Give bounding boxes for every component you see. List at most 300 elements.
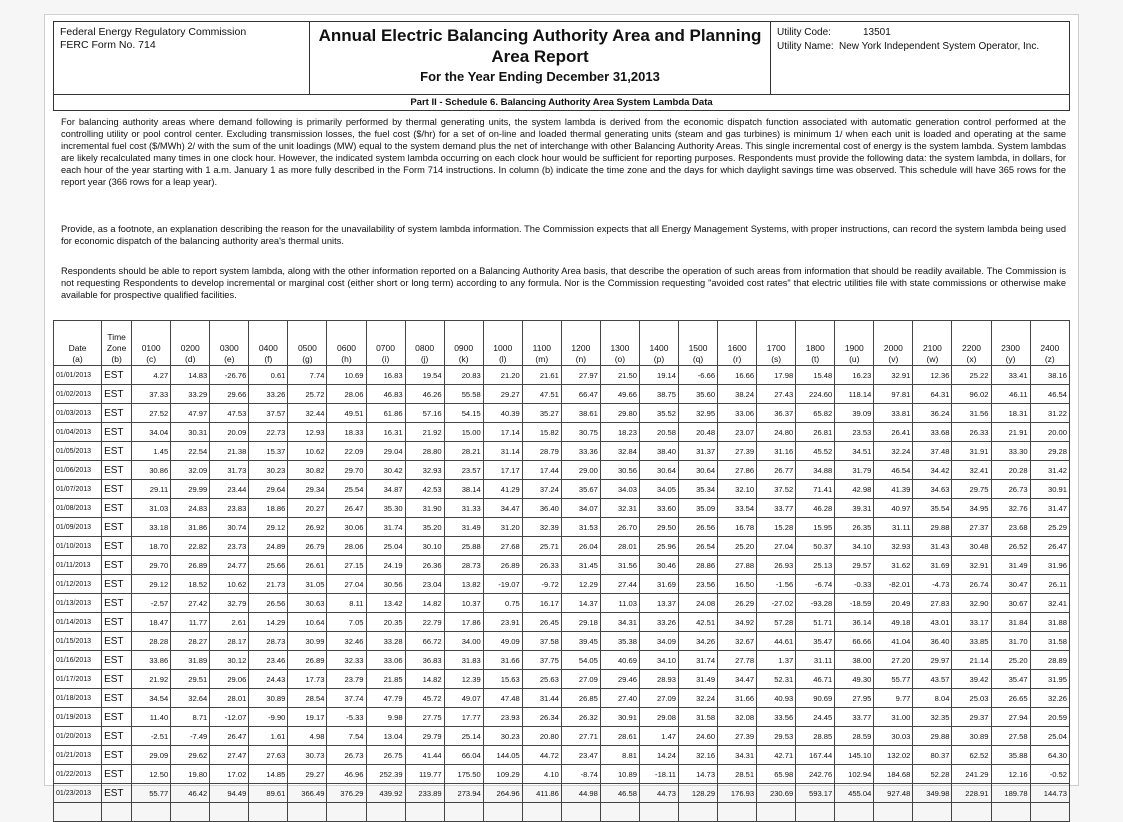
lambda-cell: 27.39 <box>718 442 757 461</box>
lambda-cell: 2.61 <box>210 613 249 632</box>
lambda-cell: 49.07 <box>444 689 483 708</box>
lambda-cell: 46.96 <box>327 765 366 784</box>
lambda-cell: -26.76 <box>210 366 249 385</box>
lambda-cell: 34.05 <box>639 480 678 499</box>
lambda-cell: 31.73 <box>210 461 249 480</box>
time-zone-cell: EST <box>102 613 132 632</box>
lambda-cell: 252.39 <box>366 765 405 784</box>
column-header <box>913 321 952 366</box>
column-header-name: Time Zone <box>106 332 127 353</box>
lambda-cell: 31.89 <box>171 651 210 670</box>
lambda-cell: 29.70 <box>132 556 171 575</box>
lambda-cell: 29.53 <box>757 727 796 746</box>
lambda-cell: 32.31 <box>600 499 639 518</box>
lambda-cell: 118.14 <box>835 385 874 404</box>
lambda-cell: 47.53 <box>210 404 249 423</box>
lambda-cell: 230.69 <box>757 784 796 803</box>
lambda-cell: 64.31 <box>913 385 952 404</box>
lambda-cell: 16.66 <box>718 366 757 385</box>
lambda-cell: 32.08 <box>718 708 757 727</box>
lambda-cell: 38.24 <box>718 385 757 404</box>
lambda-cell: 21.85 <box>366 670 405 689</box>
lambda-cell: 24.60 <box>679 727 718 746</box>
lambda-cell: 66.04 <box>444 746 483 765</box>
column-header-name: 0100 <box>141 343 161 353</box>
lambda-cell: 8.11 <box>327 594 366 613</box>
column-header-name: 0500 <box>297 343 317 353</box>
lambda-cell: 109.29 <box>483 765 522 784</box>
lambda-cell: 42.53 <box>405 480 444 499</box>
lambda-cell: 30.42 <box>366 461 405 480</box>
lambda-cell: 175.50 <box>444 765 483 784</box>
lambda-cell: 31.37 <box>679 442 718 461</box>
lambda-cell: 30.91 <box>1030 480 1069 499</box>
lambda-cell: 30.46 <box>639 556 678 575</box>
lambda-cell <box>132 803 171 822</box>
lambda-cell: 46.42 <box>171 784 210 803</box>
date-cell: 01/20/2013 <box>54 727 102 746</box>
lambda-cell: 20.28 <box>991 461 1030 480</box>
title-block <box>310 22 770 94</box>
time-zone-cell: EST <box>102 556 132 575</box>
lambda-cell: 29.62 <box>171 746 210 765</box>
lambda-cell: 31.42 <box>1030 461 1069 480</box>
time-zone-cell: EST <box>102 594 132 613</box>
report-year: For the Year Ending December 31,2013 <box>420 69 660 84</box>
lambda-cell: 49.30 <box>835 670 874 689</box>
lambda-cell: 228.91 <box>952 784 991 803</box>
lambda-cell <box>600 803 639 822</box>
column-header <box>600 321 639 366</box>
lambda-cell: 26.47 <box>1030 537 1069 556</box>
lambda-cell: 16.78 <box>718 518 757 537</box>
lambda-cell: 24.43 <box>249 670 288 689</box>
lambda-cell: 45.52 <box>796 442 835 461</box>
lambda-cell: 97.81 <box>874 385 913 404</box>
lambda-cell <box>1030 803 1069 822</box>
lambda-cell: 29.28 <box>1030 442 1069 461</box>
lambda-cell: 89.61 <box>249 784 288 803</box>
lambda-cell: 30.12 <box>210 651 249 670</box>
column-header <box>405 321 444 366</box>
lambda-cell: 26.29 <box>718 594 757 613</box>
lambda-cell: 144.05 <box>483 746 522 765</box>
lambda-cell: 31.88 <box>1030 613 1069 632</box>
time-zone-cell: EST <box>102 727 132 746</box>
column-header <box>288 321 327 366</box>
lambda-cell: 39.09 <box>835 404 874 423</box>
lambda-cell: 1.61 <box>249 727 288 746</box>
lambda-cell: 36.40 <box>522 499 561 518</box>
column-header-name: 0200 <box>180 343 200 353</box>
lambda-cell: 80.37 <box>913 746 952 765</box>
lambda-cell: 46.26 <box>405 385 444 404</box>
lambda-cell: 55.77 <box>874 670 913 689</box>
lambda-cell: 18.52 <box>171 575 210 594</box>
lambda-cell <box>444 803 483 822</box>
column-header-code: (a) <box>72 354 83 364</box>
lambda-cell: 31.91 <box>952 442 991 461</box>
column-header <box>444 321 483 366</box>
lambda-cell: 20.49 <box>874 594 913 613</box>
lambda-cell: 33.81 <box>874 404 913 423</box>
column-header <box>679 321 718 366</box>
lambda-cell: 8.81 <box>600 746 639 765</box>
date-cell: 01/23/2013 <box>54 784 102 803</box>
lambda-cell: 30.99 <box>288 632 327 651</box>
lambda-cell: 32.93 <box>874 537 913 556</box>
lambda-cell: 37.74 <box>327 689 366 708</box>
lambda-cell: 31.53 <box>561 518 600 537</box>
lambda-cell: 22.82 <box>171 537 210 556</box>
lambda-cell: 31.05 <box>288 575 327 594</box>
lambda-cell: 23.47 <box>561 746 600 765</box>
time-zone-cell: EST <box>102 404 132 423</box>
lambda-cell: 26.33 <box>522 556 561 575</box>
lambda-cell: 23.04 <box>405 575 444 594</box>
lambda-cell: 21.38 <box>210 442 249 461</box>
lambda-cell: 30.31 <box>171 423 210 442</box>
lambda-cell: 71.41 <box>796 480 835 499</box>
lambda-cell: 23.57 <box>444 461 483 480</box>
date-cell: 01/09/2013 <box>54 518 102 537</box>
lambda-cell: 17.73 <box>288 670 327 689</box>
lambda-cell: 34.47 <box>483 499 522 518</box>
lambda-cell <box>561 803 600 822</box>
lambda-cell: 28.28 <box>132 632 171 651</box>
lambda-cell: -9.72 <box>522 575 561 594</box>
lambda-cell: 29.12 <box>132 575 171 594</box>
lambda-cell: 28.73 <box>249 632 288 651</box>
lambda-cell: 19.14 <box>639 366 678 385</box>
lambda-cell: 27.40 <box>600 689 639 708</box>
lambda-cell: -27.02 <box>757 594 796 613</box>
lambda-cell: 0.61 <box>249 366 288 385</box>
lambda-cell: 33.28 <box>366 632 405 651</box>
column-header-name: 1600 <box>727 343 747 353</box>
lambda-cell: 31.14 <box>483 442 522 461</box>
lambda-cell: 102.94 <box>835 765 874 784</box>
report-title: Annual Electric Balancing Authority Area and Planning Area Report <box>318 26 762 66</box>
lambda-cell: 26.54 <box>679 537 718 556</box>
lambda-cell: 44.61 <box>757 632 796 651</box>
lambda-cell: 21.61 <box>522 366 561 385</box>
lambda-cell: 26.47 <box>327 499 366 518</box>
lambda-cell: 32.44 <box>288 404 327 423</box>
column-header-name: 2400 <box>1040 343 1060 353</box>
lambda-cell: 29.08 <box>639 708 678 727</box>
lambda-cell: 31.74 <box>679 651 718 670</box>
lambda-cell: 1.37 <box>757 651 796 670</box>
lambda-cell: 27.58 <box>991 727 1030 746</box>
table-row <box>54 708 1070 727</box>
lambda-cell: 26.85 <box>561 689 600 708</box>
lambda-cell: 20.59 <box>1030 708 1069 727</box>
time-zone-cell: EST <box>102 442 132 461</box>
lambda-cell: 46.54 <box>874 461 913 480</box>
date-cell: 01/07/2013 <box>54 480 102 499</box>
lambda-cell: 17.17 <box>483 461 522 480</box>
lambda-cell: 13.37 <box>639 594 678 613</box>
lambda-cell: 47.79 <box>366 689 405 708</box>
lambda-cell: 14.82 <box>405 594 444 613</box>
lambda-cell: 37.58 <box>522 632 561 651</box>
column-header-code: (j) <box>420 354 429 364</box>
column-header-name: 0900 <box>454 343 474 353</box>
lambda-cell: 26.89 <box>288 651 327 670</box>
lambda-cell: 31.96 <box>1030 556 1069 575</box>
lambda-cell: 366.49 <box>288 784 327 803</box>
lambda-cell: 34.10 <box>835 537 874 556</box>
lambda-cell: 27.83 <box>913 594 952 613</box>
time-zone-cell: EST <box>102 784 132 803</box>
lambda-cell: 29.80 <box>600 404 639 423</box>
table-row <box>54 746 1070 765</box>
lambda-cell: 31.56 <box>952 404 991 423</box>
lambda-cell: 26.89 <box>171 556 210 575</box>
lambda-cell: 31.86 <box>171 518 210 537</box>
lambda-cell: 41.04 <box>874 632 913 651</box>
time-zone-cell: EST <box>102 632 132 651</box>
lambda-cell: -7.49 <box>171 727 210 746</box>
lambda-cell: 18.70 <box>132 537 171 556</box>
lambda-cell: 44.73 <box>639 784 678 803</box>
lambda-cell: 23.53 <box>835 423 874 442</box>
lambda-cell: 42.98 <box>835 480 874 499</box>
column-header-code: (n) <box>575 354 587 364</box>
lambda-cell: 17.86 <box>444 613 483 632</box>
lambda-cell: -4.73 <box>913 575 952 594</box>
lambda-cell: 224.60 <box>796 385 835 404</box>
lambda-cell: 9.98 <box>366 708 405 727</box>
lambda-cell: 28.61 <box>600 727 639 746</box>
lambda-cell: 17.14 <box>483 423 522 442</box>
footnote-paragraph: Provide, as a footnote, an explanation describing the reason for the unavailability of system lambda information. The Commission expects that all Energy Management Systems, with proper instructions, can record the system lambda being used for economic dispatch of the balancing authority area's thermal units. <box>61 224 1066 246</box>
lambda-cell: 46.71 <box>796 670 835 689</box>
lambda-cell: 52.28 <box>913 765 952 784</box>
table-row <box>54 461 1070 480</box>
lambda-cell: 26.45 <box>522 613 561 632</box>
lambda-cell: 15.82 <box>522 423 561 442</box>
lambda-cell: 33.18 <box>132 518 171 537</box>
lambda-cell: 30.56 <box>600 461 639 480</box>
lambda-cell: 33.68 <box>913 423 952 442</box>
lambda-cell: 40.93 <box>757 689 796 708</box>
lambda-cell: 38.75 <box>639 385 678 404</box>
lambda-cell: 34.92 <box>718 613 757 632</box>
lambda-cell: 21.91 <box>991 423 1030 442</box>
lambda-cell: 32.39 <box>522 518 561 537</box>
lambda-cell: 27.78 <box>718 651 757 670</box>
lambda-cell: 411.86 <box>522 784 561 803</box>
lambda-cell: 23.68 <box>991 518 1030 537</box>
utility-name-value: New York Independent System Operator, Inc. <box>839 41 1040 52</box>
lambda-cell <box>366 803 405 822</box>
lambda-cell: 16.50 <box>718 575 757 594</box>
column-header-name: 1200 <box>571 343 591 353</box>
lambda-cell: 46.54 <box>1030 385 1069 404</box>
lambda-cell: 28.01 <box>600 537 639 556</box>
lambda-cell <box>835 803 874 822</box>
lambda-cell: 13.04 <box>366 727 405 746</box>
lambda-cell: 31.58 <box>1030 632 1069 651</box>
date-cell: 01/02/2013 <box>54 385 102 404</box>
table-row <box>54 613 1070 632</box>
lambda-cell: 23.83 <box>210 499 249 518</box>
lambda-cell: 27.52 <box>132 404 171 423</box>
lambda-cell: 7.05 <box>327 613 366 632</box>
lambda-cell: -2.51 <box>132 727 171 746</box>
lambda-cell: 27.04 <box>757 537 796 556</box>
lambda-cell: 26.36 <box>405 556 444 575</box>
lambda-cell: 36.14 <box>835 613 874 632</box>
lambda-cell: 31.44 <box>522 689 561 708</box>
lambda-cell: 15.37 <box>249 442 288 461</box>
lambda-cell: 14.73 <box>679 765 718 784</box>
lambda-cell: 167.44 <box>796 746 835 765</box>
lambda-cell: 29.75 <box>952 480 991 499</box>
lambda-cell: 7.74 <box>288 366 327 385</box>
lambda-cell: 25.13 <box>796 556 835 575</box>
lambda-cell: -2.57 <box>132 594 171 613</box>
lambda-cell: 28.06 <box>327 537 366 556</box>
lambda-cell: 25.04 <box>1030 727 1069 746</box>
column-header <box>366 321 405 366</box>
lambda-cell: 19.17 <box>288 708 327 727</box>
lambda-cell: 32.93 <box>405 461 444 480</box>
lambda-cell: 233.89 <box>405 784 444 803</box>
lambda-cell: 17.77 <box>444 708 483 727</box>
lambda-cell: 18.86 <box>249 499 288 518</box>
lambda-cell: 34.47 <box>718 670 757 689</box>
lambda-cell: 31.22 <box>1030 404 1069 423</box>
lambda-cell: 273.94 <box>444 784 483 803</box>
date-cell: 01/03/2013 <box>54 404 102 423</box>
lambda-cell: 4.27 <box>132 366 171 385</box>
lambda-cell: 7.54 <box>327 727 366 746</box>
lambda-cell: 10.37 <box>444 594 483 613</box>
lambda-cell: 32.10 <box>718 480 757 499</box>
lambda-cell: 23.46 <box>249 651 288 670</box>
lambda-cell: 25.88 <box>444 537 483 556</box>
lambda-cell: 25.04 <box>366 537 405 556</box>
lambda-cell: 26.32 <box>561 708 600 727</box>
lambda-cell <box>718 803 757 822</box>
lambda-cell: 61.86 <box>366 404 405 423</box>
column-header <box>54 321 102 366</box>
lambda-cell: 47.97 <box>171 404 210 423</box>
lambda-cell: 145.10 <box>835 746 874 765</box>
lambda-cell: 25.20 <box>991 651 1030 670</box>
lambda-cell: 32.09 <box>171 461 210 480</box>
lambda-cell: 47.48 <box>483 689 522 708</box>
lambda-cell: 23.44 <box>210 480 249 499</box>
lambda-cell: 32.16 <box>679 746 718 765</box>
lambda-cell: 46.28 <box>796 499 835 518</box>
lambda-cell: 30.64 <box>639 461 678 480</box>
lambda-cell: 50.37 <box>796 537 835 556</box>
lambda-cell: 39.45 <box>561 632 600 651</box>
lambda-cell: 33.86 <box>132 651 171 670</box>
lambda-cell: 17.44 <box>522 461 561 480</box>
lambda-cell: 28.21 <box>444 442 483 461</box>
date-cell: 01/04/2013 <box>54 423 102 442</box>
lambda-cell: 28.80 <box>405 442 444 461</box>
lambda-cell: 31.66 <box>483 651 522 670</box>
time-zone-cell: EST <box>102 689 132 708</box>
time-zone-cell: EST <box>102 708 132 727</box>
column-header <box>757 321 796 366</box>
lambda-cell: 29.88 <box>913 518 952 537</box>
lambda-cell: 30.75 <box>561 423 600 442</box>
table-row <box>54 556 1070 575</box>
lambda-cell: 28.54 <box>288 689 327 708</box>
column-header-name: 0700 <box>376 343 395 353</box>
lambda-cell: 12.50 <box>132 765 171 784</box>
lambda-cell: 24.83 <box>171 499 210 518</box>
lambda-cell: 31.03 <box>132 499 171 518</box>
table-row <box>54 575 1070 594</box>
lambda-cell: 31.45 <box>561 556 600 575</box>
lambda-cell <box>249 803 288 822</box>
lambda-cell: 43.57 <box>913 670 952 689</box>
lambda-cell: 38.61 <box>561 404 600 423</box>
lambda-cell: 29.97 <box>913 651 952 670</box>
lambda-cell: 33.77 <box>835 708 874 727</box>
lambda-cell: 455.04 <box>835 784 874 803</box>
lambda-cell: 26.74 <box>952 575 991 594</box>
table-row <box>54 727 1070 746</box>
lambda-cell: 16.31 <box>366 423 405 442</box>
lambda-cell: 27.20 <box>874 651 913 670</box>
lambda-cell: 26.33 <box>952 423 991 442</box>
lambda-cell: 11.03 <box>600 594 639 613</box>
lambda-cell: 34.54 <box>132 689 171 708</box>
date-cell: 01/05/2013 <box>54 442 102 461</box>
lambda-cell: 57.28 <box>757 613 796 632</box>
column-header-code: (b) <box>111 354 122 364</box>
column-header-name: 0300 <box>219 343 239 353</box>
column-header-code: (m) <box>535 354 549 364</box>
lambda-cell: 26.75 <box>366 746 405 765</box>
lambda-cell: 54.15 <box>444 404 483 423</box>
lambda-cell: 46.58 <box>600 784 639 803</box>
lambda-cell: 33.85 <box>952 632 991 651</box>
lambda-cell: 29.99 <box>171 480 210 499</box>
lambda-cell: 26.61 <box>288 556 327 575</box>
column-header <box>102 321 132 366</box>
date-cell: 01/10/2013 <box>54 537 102 556</box>
lambda-cell: 16.17 <box>522 594 561 613</box>
lambda-cell <box>952 803 991 822</box>
date-cell <box>54 803 102 822</box>
lambda-cell: 21.50 <box>600 366 639 385</box>
lambda-cell: 31.33 <box>444 499 483 518</box>
lambda-cell: 33.56 <box>757 708 796 727</box>
column-header-name: 1400 <box>649 343 669 353</box>
lambda-cell: 29.79 <box>405 727 444 746</box>
lambda-cell: 27.37 <box>952 518 991 537</box>
lambda-cell: 26.47 <box>210 727 249 746</box>
form-header <box>53 21 1070 95</box>
lambda-cell: 43.01 <box>913 613 952 632</box>
lambda-cell: 31.47 <box>1030 499 1069 518</box>
lambda-cell: 33.54 <box>718 499 757 518</box>
column-header <box>718 321 757 366</box>
lambda-cell <box>913 803 952 822</box>
lambda-cell: 1.45 <box>132 442 171 461</box>
lambda-cell: 36.24 <box>913 404 952 423</box>
